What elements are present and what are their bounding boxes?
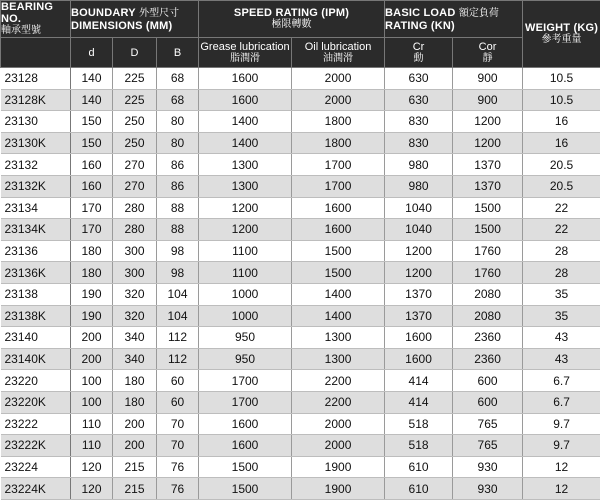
cell-weight: 20.5 <box>523 175 600 197</box>
cell-dim-d: 110 <box>71 435 113 457</box>
cell-oil-speed: 1800 <box>292 111 385 133</box>
cell-grease-speed: 1600 <box>199 68 292 90</box>
cell-dim-B: 98 <box>157 240 199 262</box>
cell-load-cr: 518 <box>385 435 453 457</box>
cell-dim-B: 60 <box>157 370 199 392</box>
cell-dim-B: 88 <box>157 219 199 241</box>
cell-bearing-no: 23224 <box>1 456 71 478</box>
cell-bearing-no: 23132 <box>1 154 71 176</box>
cell-dim-D: 225 <box>113 68 157 90</box>
cell-load-cr: 414 <box>385 370 453 392</box>
cell-load-cr: 1200 <box>385 240 453 262</box>
cell-dim-d: 170 <box>71 219 113 241</box>
cell-weight: 35 <box>523 305 600 327</box>
cell-oil-speed: 2000 <box>292 68 385 90</box>
header-d: d <box>71 38 113 68</box>
cell-oil-speed: 1700 <box>292 175 385 197</box>
cell-dim-B: 70 <box>157 435 199 457</box>
cell-dim-D: 250 <box>113 111 157 133</box>
cell-bearing-no: 23140 <box>1 327 71 349</box>
cell-weight: 10.5 <box>523 68 600 90</box>
table-row <box>1 413 600 435</box>
cell-load-cr: 630 <box>385 89 453 111</box>
cell-grease-speed: 1600 <box>199 435 292 457</box>
cell-weight: 16 <box>523 132 600 154</box>
cell-oil-speed: 2000 <box>292 435 385 457</box>
cell-load-cor: 600 <box>453 370 523 392</box>
cell-load-cor: 1500 <box>453 219 523 241</box>
cell-weight: 6.7 <box>523 370 600 392</box>
cell-load-cr: 1600 <box>385 327 453 349</box>
cell-load-cr: 1040 <box>385 197 453 219</box>
cell-weight: 9.7 <box>523 435 600 457</box>
header-cr: Cr 動 <box>385 38 453 68</box>
cell-bearing-no: 23138K <box>1 305 71 327</box>
table-row <box>1 348 600 370</box>
cell-dim-d: 160 <box>71 154 113 176</box>
cell-dim-d: 120 <box>71 456 113 478</box>
cell-load-cor: 2360 <box>453 348 523 370</box>
header-grease-lubrication: Grease lubrication 脂潤滑 <box>199 38 292 68</box>
cell-grease-speed: 950 <box>199 348 292 370</box>
cell-load-cor: 1760 <box>453 240 523 262</box>
table-row <box>1 391 600 413</box>
cell-dim-d: 160 <box>71 175 113 197</box>
header-basic-load-rating: BASIC LOAD 額定負荷 RATING (KN) <box>385 1 523 38</box>
cell-load-cr: 830 <box>385 132 453 154</box>
cell-oil-speed: 1400 <box>292 283 385 305</box>
cell-dim-d: 190 <box>71 283 113 305</box>
cell-oil-speed: 2200 <box>292 391 385 413</box>
cell-dim-D: 340 <box>113 327 157 349</box>
cell-oil-speed: 2000 <box>292 413 385 435</box>
cell-weight: 9.7 <box>523 413 600 435</box>
cell-dim-d: 100 <box>71 370 113 392</box>
cell-dim-B: 60 <box>157 391 199 413</box>
cell-dim-d: 180 <box>71 240 113 262</box>
cell-weight: 20.5 <box>523 154 600 176</box>
cell-grease-speed: 1100 <box>199 240 292 262</box>
header-weight: WEIGHT (KG) 參考重量 <box>523 1 600 68</box>
cell-bearing-no: 23222 <box>1 413 71 435</box>
cell-load-cr: 1370 <box>385 283 453 305</box>
cell-dim-D: 300 <box>113 240 157 262</box>
table-row <box>1 327 600 349</box>
cell-load-cor: 2080 <box>453 305 523 327</box>
cell-weight: 22 <box>523 219 600 241</box>
table-row <box>1 435 600 457</box>
cell-bearing-no: 23134K <box>1 219 71 241</box>
cell-dim-D: 225 <box>113 89 157 111</box>
cell-bearing-no: 23222K <box>1 435 71 457</box>
cell-grease-speed: 1100 <box>199 262 292 284</box>
table-row <box>1 89 600 111</box>
cell-dim-d: 150 <box>71 111 113 133</box>
cell-load-cor: 765 <box>453 413 523 435</box>
cell-dim-B: 112 <box>157 348 199 370</box>
cell-dim-B: 76 <box>157 478 199 500</box>
cell-weight: 35 <box>523 283 600 305</box>
cell-oil-speed: 1600 <box>292 197 385 219</box>
cell-grease-speed: 1600 <box>199 89 292 111</box>
cell-load-cor: 1200 <box>453 132 523 154</box>
cell-load-cor: 1370 <box>453 175 523 197</box>
cell-weight: 6.7 <box>523 391 600 413</box>
table-row <box>1 456 600 478</box>
cell-dim-B: 104 <box>157 283 199 305</box>
cell-grease-speed: 1500 <box>199 478 292 500</box>
cell-weight: 43 <box>523 348 600 370</box>
cell-grease-speed: 1500 <box>199 456 292 478</box>
cell-dim-B: 68 <box>157 68 199 90</box>
cell-oil-speed: 1300 <box>292 327 385 349</box>
cell-load-cr: 610 <box>385 478 453 500</box>
table-row <box>1 370 600 392</box>
table-row <box>1 305 600 327</box>
cell-grease-speed: 1200 <box>199 219 292 241</box>
cell-load-cr: 518 <box>385 413 453 435</box>
cell-grease-speed: 1600 <box>199 413 292 435</box>
cell-oil-speed: 2000 <box>292 89 385 111</box>
cell-dim-d: 200 <box>71 327 113 349</box>
cell-dim-B: 70 <box>157 413 199 435</box>
table-row <box>1 154 600 176</box>
cell-load-cor: 1370 <box>453 154 523 176</box>
cell-oil-speed: 1400 <box>292 305 385 327</box>
cell-oil-speed: 1900 <box>292 478 385 500</box>
cell-oil-speed: 2200 <box>292 370 385 392</box>
cell-load-cr: 630 <box>385 68 453 90</box>
cell-dim-D: 180 <box>113 370 157 392</box>
cell-dim-d: 170 <box>71 197 113 219</box>
cell-oil-speed: 1500 <box>292 240 385 262</box>
cell-grease-speed: 1000 <box>199 283 292 305</box>
cell-dim-d: 140 <box>71 68 113 90</box>
cell-grease-speed: 1300 <box>199 154 292 176</box>
table-row <box>1 132 600 154</box>
cell-bearing-no: 23138 <box>1 283 71 305</box>
cell-load-cor: 1500 <box>453 197 523 219</box>
cell-dim-D: 200 <box>113 435 157 457</box>
cell-dim-D: 270 <box>113 175 157 197</box>
cell-grease-speed: 1400 <box>199 111 292 133</box>
cell-grease-speed: 950 <box>199 327 292 349</box>
header-bearing-sub <box>1 38 71 68</box>
cell-dim-D: 200 <box>113 413 157 435</box>
cell-bearing-no: 23136K <box>1 262 71 284</box>
cell-load-cr: 1370 <box>385 305 453 327</box>
table-row <box>1 240 600 262</box>
cell-oil-speed: 1600 <box>292 219 385 241</box>
cell-dim-d: 200 <box>71 348 113 370</box>
cell-bearing-no: 23220K <box>1 391 71 413</box>
cell-bearing-no: 23136 <box>1 240 71 262</box>
cell-weight: 28 <box>523 240 600 262</box>
cell-load-cor: 900 <box>453 68 523 90</box>
cell-grease-speed: 1700 <box>199 391 292 413</box>
cell-weight: 10.5 <box>523 89 600 111</box>
cell-weight: 12 <box>523 478 600 500</box>
cell-load-cor: 2360 <box>453 327 523 349</box>
cell-grease-speed: 1700 <box>199 370 292 392</box>
cell-load-cr: 980 <box>385 154 453 176</box>
cell-bearing-no: 23130K <box>1 132 71 154</box>
cell-oil-speed: 1700 <box>292 154 385 176</box>
cell-oil-speed: 1900 <box>292 456 385 478</box>
table-row <box>1 478 600 500</box>
cell-grease-speed: 1400 <box>199 132 292 154</box>
cell-load-cr: 1040 <box>385 219 453 241</box>
cell-dim-B: 80 <box>157 132 199 154</box>
header-speed-rating: SPEED RATING (IPM) 極限轉數 <box>199 1 385 38</box>
cell-dim-d: 120 <box>71 478 113 500</box>
cell-grease-speed: 1200 <box>199 197 292 219</box>
cell-grease-speed: 1300 <box>199 175 292 197</box>
cell-bearing-no: 23130 <box>1 111 71 133</box>
header-boundary-dimensions: BOUNDARY 外型尺寸 DIMENSIONS (MM) <box>71 1 199 38</box>
cell-bearing-no: 23140K <box>1 348 71 370</box>
cell-dim-B: 86 <box>157 154 199 176</box>
cell-bearing-no: 23132K <box>1 175 71 197</box>
table-body <box>1 68 600 500</box>
cell-load-cor: 900 <box>453 89 523 111</box>
cell-dim-D: 280 <box>113 197 157 219</box>
cell-dim-D: 270 <box>113 154 157 176</box>
table-row <box>1 197 600 219</box>
cell-load-cr: 980 <box>385 175 453 197</box>
table-row <box>1 283 600 305</box>
header-cor: Cor 靜 <box>453 38 523 68</box>
header-D: D <box>113 38 157 68</box>
cell-dim-B: 98 <box>157 262 199 284</box>
cell-load-cor: 1760 <box>453 262 523 284</box>
table-row <box>1 262 600 284</box>
cell-oil-speed: 1500 <box>292 262 385 284</box>
header-B: B <box>157 38 199 68</box>
cell-dim-B: 68 <box>157 89 199 111</box>
cell-load-cor: 765 <box>453 435 523 457</box>
cell-load-cr: 1600 <box>385 348 453 370</box>
cell-load-cor: 600 <box>453 391 523 413</box>
header-bearing-no: BEARING NO. 軸承型號 <box>1 1 71 38</box>
cell-weight: 16 <box>523 111 600 133</box>
cell-bearing-no: 23128 <box>1 68 71 90</box>
cell-dim-D: 320 <box>113 305 157 327</box>
table-row <box>1 111 600 133</box>
cell-dim-B: 86 <box>157 175 199 197</box>
cell-dim-D: 320 <box>113 283 157 305</box>
cell-weight: 28 <box>523 262 600 284</box>
cell-weight: 22 <box>523 197 600 219</box>
cell-oil-speed: 1800 <box>292 132 385 154</box>
cell-bearing-no: 23128K <box>1 89 71 111</box>
cell-weight: 43 <box>523 327 600 349</box>
cell-dim-D: 180 <box>113 391 157 413</box>
cell-bearing-no: 23134 <box>1 197 71 219</box>
cell-dim-d: 150 <box>71 132 113 154</box>
cell-dim-D: 280 <box>113 219 157 241</box>
cell-dim-D: 250 <box>113 132 157 154</box>
cell-dim-d: 190 <box>71 305 113 327</box>
cell-oil-speed: 1300 <box>292 348 385 370</box>
cell-load-cor: 930 <box>453 456 523 478</box>
cell-load-cr: 1200 <box>385 262 453 284</box>
cell-dim-D: 300 <box>113 262 157 284</box>
cell-dim-D: 215 <box>113 478 157 500</box>
cell-dim-d: 100 <box>71 391 113 413</box>
cell-load-cor: 2080 <box>453 283 523 305</box>
header-oil-lubrication: Oil lubrication 油潤滑 <box>292 38 385 68</box>
cell-dim-B: 104 <box>157 305 199 327</box>
cell-load-cor: 1200 <box>453 111 523 133</box>
cell-load-cr: 414 <box>385 391 453 413</box>
cell-dim-d: 180 <box>71 262 113 284</box>
table-row <box>1 68 600 90</box>
cell-dim-B: 80 <box>157 111 199 133</box>
cell-dim-B: 76 <box>157 456 199 478</box>
cell-grease-speed: 1000 <box>199 305 292 327</box>
cell-load-cr: 610 <box>385 456 453 478</box>
cell-weight: 12 <box>523 456 600 478</box>
cell-dim-d: 140 <box>71 89 113 111</box>
cell-dim-d: 110 <box>71 413 113 435</box>
cell-bearing-no: 23220 <box>1 370 71 392</box>
cell-dim-B: 112 <box>157 327 199 349</box>
cell-load-cor: 930 <box>453 478 523 500</box>
cell-dim-D: 340 <box>113 348 157 370</box>
cell-load-cr: 830 <box>385 111 453 133</box>
cell-dim-B: 88 <box>157 197 199 219</box>
table-row <box>1 175 600 197</box>
cell-bearing-no: 23224K <box>1 478 71 500</box>
table-row <box>1 219 600 241</box>
cell-dim-D: 215 <box>113 456 157 478</box>
